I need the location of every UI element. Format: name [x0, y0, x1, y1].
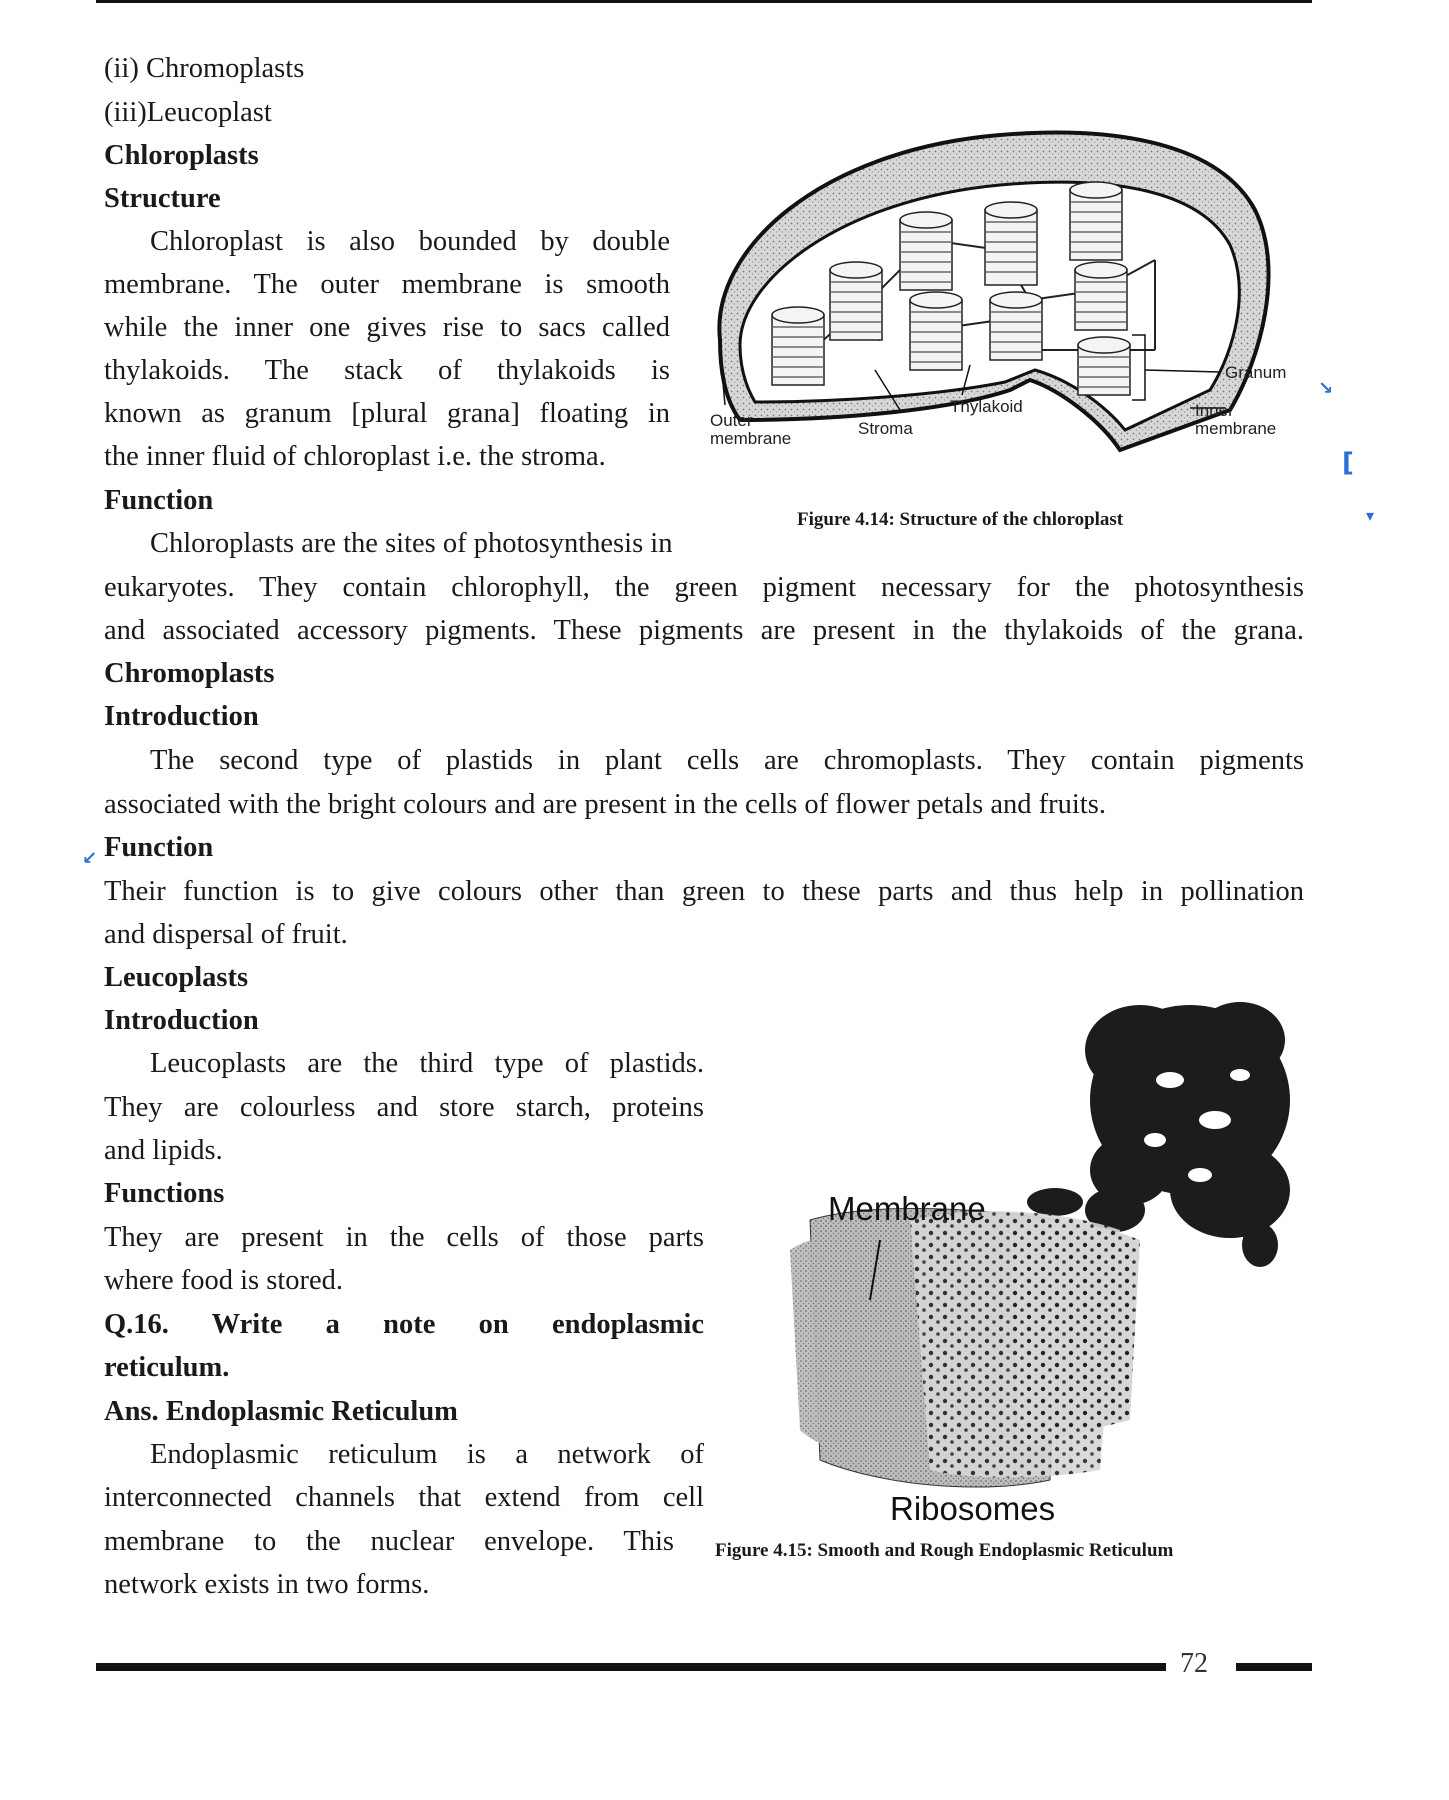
label-granum: Granum	[1225, 363, 1287, 382]
chloroplast-function-line-2: eukaryotes. They contain chlorophyll, the green pigment necessary for the photosynthesis	[104, 572, 1304, 603]
er-diagram	[760, 990, 1320, 1530]
pen-mark: ↘	[1318, 378, 1334, 399]
answer-heading: Ans. Endoplasmic Reticulum	[104, 1396, 458, 1427]
structure-line-4: thylakoids. The stack of thylakoids is	[104, 355, 670, 386]
bottom-rule-right	[1236, 1663, 1312, 1671]
answer-line-4: network exists in two forms.	[104, 1569, 430, 1600]
structure-line-3: while the inner one gives rise to sacs called	[104, 312, 670, 343]
heading-functions-leucoplasts: Functions	[104, 1178, 225, 1209]
structure-line-2: membrane. The outer membrane is smooth	[104, 269, 670, 300]
bottom-rule-left	[96, 1663, 1166, 1671]
heading-function-chloroplast: Function	[104, 485, 214, 516]
leucoplast-intro-line-3: and lipids.	[104, 1135, 223, 1166]
leucoplast-intro-line-2: They are colourless and store starch, proteins	[104, 1092, 704, 1123]
heading-function-chromoplast: Function	[104, 832, 214, 863]
structure-line-6: the inner fluid of chloroplast i.e. the stroma.	[104, 441, 606, 472]
label-outer-membrane-1: Outer	[710, 411, 753, 430]
chromoplast-intro-line-2: associated with the bright colours and are present in the cells of flower petals and fruits.	[104, 789, 1106, 820]
answer-line-1: Endoplasmic reticulum is a network of	[150, 1439, 704, 1470]
list-item-leucoplast: (iii)Leucoplast	[104, 97, 272, 128]
chloroplast-function-line-3: and associated accessory pigments. These pigments are present in the thylakoids of the grana.	[104, 615, 1304, 646]
heading-chloroplasts: Chloroplasts	[104, 140, 259, 171]
label-inner-membrane-1: Inner	[1195, 401, 1234, 420]
label-thylakoid: Thylakoid	[950, 397, 1023, 416]
chromoplast-intro-line-1: The second type of plastids in plant cells are chromoplasts. They contain pigments	[150, 745, 1304, 776]
chromoplast-function-line-1: Their function is to give colours other than green to these parts and thus help in pollination	[104, 876, 1304, 907]
structure-line-5: known as granum [plural grana] floating in	[104, 398, 670, 429]
label-inner-membrane-2: membrane	[1195, 419, 1277, 438]
structure-line-1: Chloroplast is also bounded by double	[150, 226, 670, 257]
chloroplast-function-line-1: Chloroplasts are the sites of photosynthesis in	[150, 528, 673, 559]
page-number: 72	[1180, 1648, 1208, 1679]
answer-line-3: membrane to the nuclear envelope. This	[104, 1526, 674, 1557]
top-rule	[96, 0, 1312, 3]
answer-line-2: interconnected channels that extend from cell	[104, 1482, 704, 1513]
label-outer-membrane-2: membrane	[710, 429, 792, 448]
heading-introduction-leucoplasts: Introduction	[104, 1005, 259, 1036]
heading-leucoplasts: Leucoplasts	[104, 962, 249, 993]
question-16-line-2: reticulum.	[104, 1352, 230, 1383]
er-figure	[760, 990, 1320, 1530]
question-16-line-1: Q.16. Write a note on endoplasmic	[104, 1309, 704, 1340]
figure1-caption: Figure 4.14: Structure of the chloroplast	[797, 509, 1124, 530]
pen-mark: ▾	[1366, 506, 1375, 525]
label-stroma: Stroma	[858, 419, 913, 438]
pen-mark: [	[1342, 448, 1354, 478]
list-item-chromoplasts: (ii) Chromoplasts	[104, 53, 305, 84]
heading-introduction-chromoplasts: Introduction	[104, 701, 259, 732]
label-ribosomes: Ribosomes	[890, 1490, 1056, 1527]
chloroplast-figure	[700, 90, 1320, 490]
heading-chromoplasts: Chromoplasts	[104, 658, 275, 689]
label-membrane: Membrane	[828, 1190, 986, 1227]
figure2-caption: Figure 4.15: Smooth and Rough Endoplasmic Reticulum	[715, 1540, 1174, 1561]
pen-mark: ↙	[82, 848, 98, 869]
leucoplast-functions-line-1: They are present in the cells of those parts	[104, 1222, 704, 1253]
heading-structure: Structure	[104, 183, 221, 214]
leucoplast-intro-line-1: Leucoplasts are the third type of plastids.	[150, 1048, 704, 1079]
leucoplast-functions-line-2: where food is stored.	[104, 1265, 344, 1296]
chromoplast-function-line-2: and dispersal of fruit.	[104, 919, 348, 950]
